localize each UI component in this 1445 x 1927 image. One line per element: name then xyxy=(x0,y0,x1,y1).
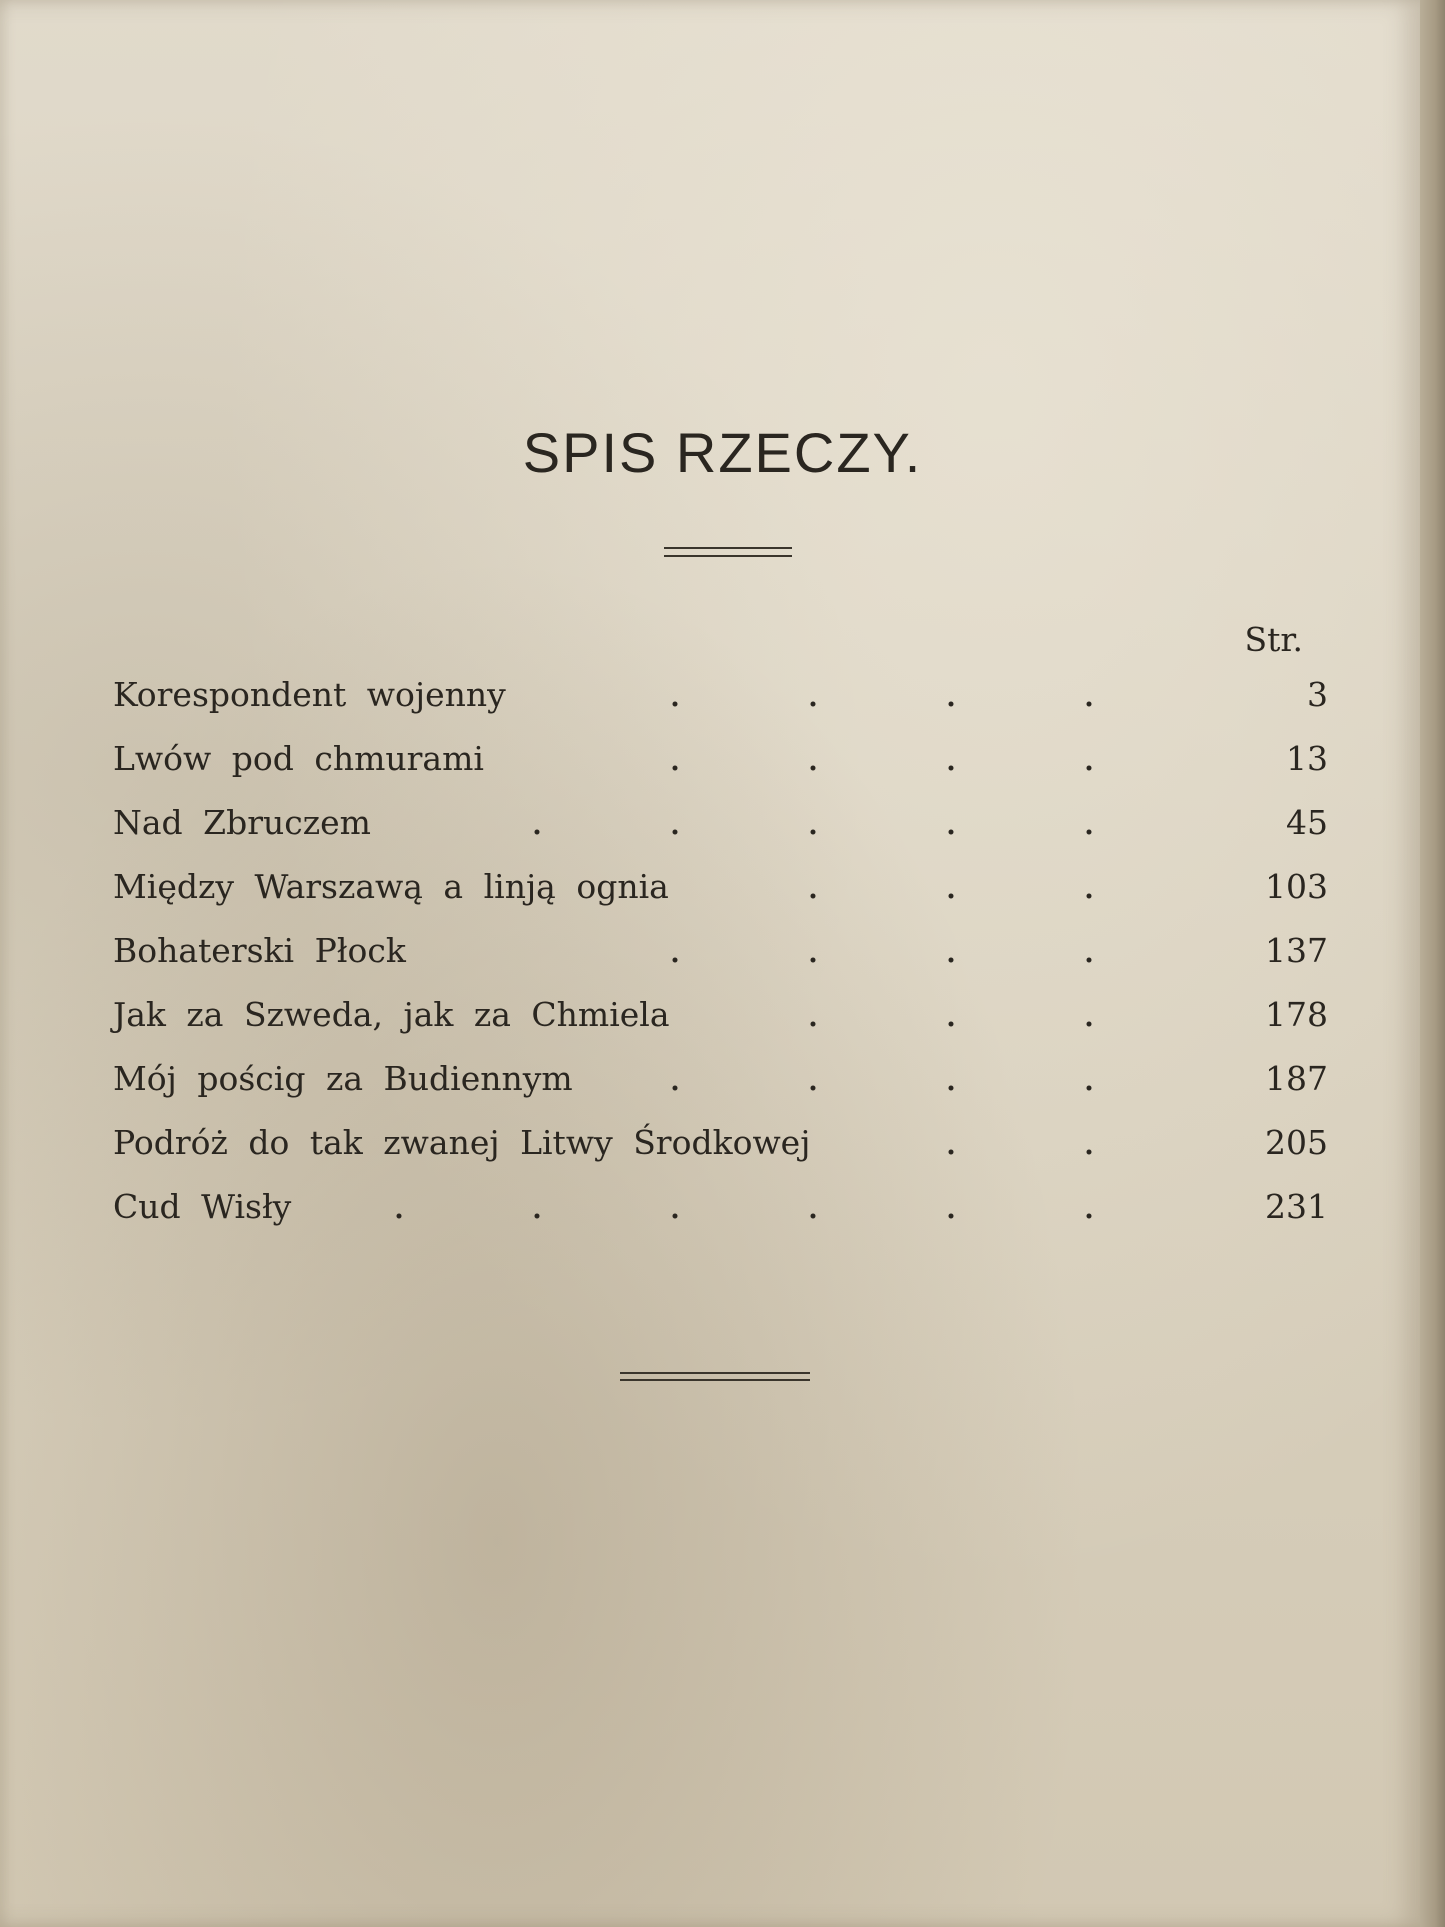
page-column-header: Str. xyxy=(1244,620,1303,659)
toc-entry-page: 137 xyxy=(1265,931,1328,970)
end-divider-line-2 xyxy=(620,1379,810,1381)
toc-entry-title: Jak za Szweda, jak za Chmiela xyxy=(113,995,670,1034)
title-divider-line xyxy=(664,547,792,549)
toc-entry-title: Między Warszawą a linją ognia xyxy=(113,867,669,906)
toc-entry-page: 231 xyxy=(1265,1187,1328,1226)
toc-entry-title: Lwów pod chmurami xyxy=(113,739,484,778)
toc-entry-title: Cud Wisły xyxy=(113,1187,292,1226)
toc-entry-title: Bohaterski Płock xyxy=(113,931,406,970)
dot-leaders xyxy=(543,701,1158,707)
toc-entry xyxy=(113,859,1328,923)
toc-entry-title: Nad Zbruczem xyxy=(113,803,371,842)
toc-entry xyxy=(113,731,1328,795)
dot-leaders xyxy=(873,1149,1158,1155)
dot-leaders xyxy=(613,1085,1158,1091)
title-divider-line-2 xyxy=(664,555,792,557)
dot-leaders xyxy=(543,957,1158,963)
toc-entry-page: 103 xyxy=(1265,867,1328,906)
toc-entry-page: 3 xyxy=(1307,675,1328,714)
toc-entry-title: Mój pościg za Budiennym xyxy=(113,1059,573,1098)
toc-entry-page: 187 xyxy=(1265,1059,1328,1098)
toc-entry xyxy=(113,987,1328,1051)
toc-entry-page: 45 xyxy=(1286,803,1328,842)
toc-entry xyxy=(113,1051,1328,1115)
dot-leaders xyxy=(753,1021,1158,1027)
dot-leaders xyxy=(543,765,1158,771)
table-of-contents xyxy=(113,667,1328,1243)
toc-entry xyxy=(113,1115,1328,1179)
dot-leaders xyxy=(323,1213,1158,1219)
toc-entry xyxy=(113,795,1328,859)
page-title: SPIS RZECZY. xyxy=(522,421,923,484)
dot-leaders xyxy=(713,893,1158,899)
toc-entry xyxy=(113,1179,1328,1243)
page-edge xyxy=(1420,0,1445,1927)
toc-entry-title: Podróż do tak zwanej Litwy Środkowej xyxy=(113,1123,811,1162)
dot-leaders xyxy=(403,829,1158,835)
toc-entry xyxy=(113,923,1328,987)
end-divider-line xyxy=(620,1372,810,1374)
toc-entry-page: 13 xyxy=(1286,739,1328,778)
toc-entry xyxy=(113,667,1328,731)
toc-entry-page: 205 xyxy=(1265,1123,1328,1162)
toc-entry-page: 178 xyxy=(1265,995,1328,1034)
toc-entry-title: Korespondent wojenny xyxy=(113,675,506,714)
